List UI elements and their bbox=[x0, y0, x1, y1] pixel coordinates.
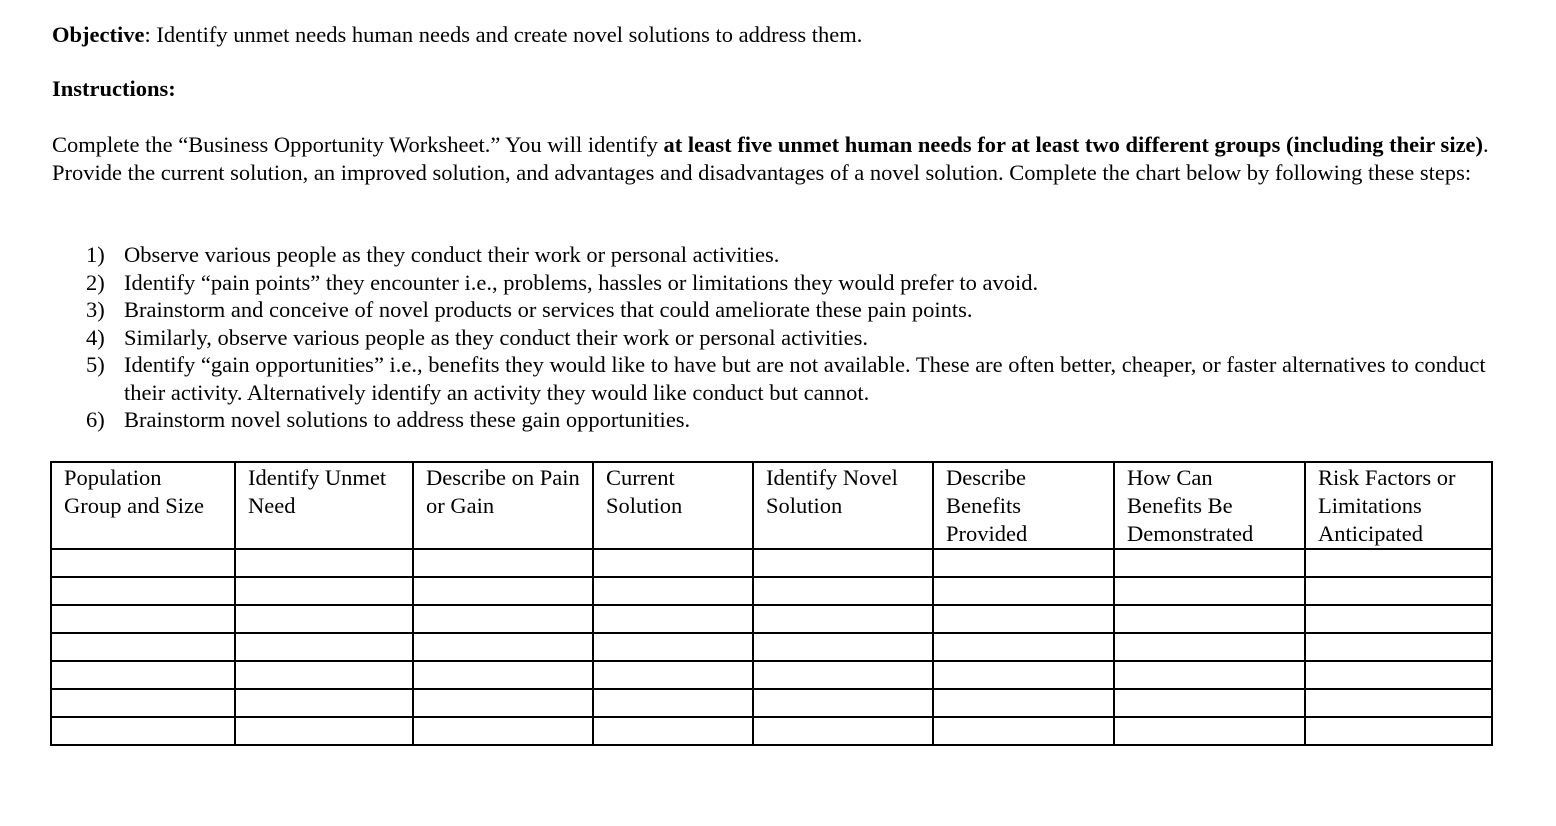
table-cell[interactable] bbox=[933, 577, 1114, 605]
table-cell[interactable] bbox=[235, 633, 413, 661]
step-text: Identify “gain opportunities” i.e., benefits they would like to have but are not available. These are often better, cheaper, or faster alternatives to conduct their activity. Alternatively identify an activity they would like conduct but cannot. bbox=[124, 352, 1486, 405]
table-cell[interactable] bbox=[1305, 633, 1492, 661]
table-cell[interactable] bbox=[235, 577, 413, 605]
step-text: Brainstorm novel solutions to address these gain opportunities. bbox=[124, 407, 691, 432]
instructions-heading: Instructions: bbox=[52, 76, 176, 101]
table-cell[interactable] bbox=[1305, 661, 1492, 689]
table-cell[interactable] bbox=[593, 717, 753, 745]
table-cell[interactable] bbox=[1305, 717, 1492, 745]
step-text: Similarly, observe various people as they conduct their work or personal activities. bbox=[124, 324, 868, 350]
table-cell[interactable] bbox=[413, 633, 593, 661]
table-cell[interactable] bbox=[1305, 605, 1492, 633]
step-number: 6) bbox=[86, 407, 105, 432]
table-cell[interactable] bbox=[753, 661, 933, 689]
table-cell[interactable] bbox=[593, 633, 753, 661]
table-row bbox=[51, 661, 1492, 689]
step-number: 5) bbox=[86, 352, 105, 377]
header-risk-factors: Risk Factors or Limitations Anticipated bbox=[1305, 462, 1492, 549]
table-body bbox=[51, 549, 1492, 745]
step-number: 2) bbox=[86, 269, 105, 295]
table-cell[interactable] bbox=[51, 689, 235, 717]
header-novel-solution: Identify Novel Solution bbox=[753, 462, 933, 549]
table-row bbox=[51, 549, 1492, 577]
table-row bbox=[51, 633, 1492, 661]
table-cell[interactable] bbox=[1305, 577, 1492, 605]
header-current-solution: Current Solution bbox=[593, 462, 753, 549]
step-item bbox=[86, 241, 1486, 269]
steps-list bbox=[86, 241, 1486, 434]
table-cell[interactable] bbox=[235, 717, 413, 745]
table-cell[interactable] bbox=[593, 605, 753, 633]
step-text: Observe various people as they conduct their work or personal activities. bbox=[124, 242, 780, 267]
table-cell[interactable] bbox=[753, 549, 933, 577]
table-cell[interactable] bbox=[413, 661, 593, 689]
header-benefits: Describe Benefits Provided bbox=[933, 462, 1114, 549]
step-number: 3) bbox=[86, 297, 105, 322]
step-item bbox=[86, 296, 1486, 324]
table-cell[interactable] bbox=[1305, 549, 1492, 577]
instructions-intro bbox=[52, 131, 1492, 187]
objective-line bbox=[52, 21, 862, 49]
table-cell[interactable] bbox=[753, 689, 933, 717]
table-cell[interactable] bbox=[51, 605, 235, 633]
table-cell[interactable] bbox=[593, 661, 753, 689]
table-cell[interactable] bbox=[51, 633, 235, 661]
table-cell[interactable] bbox=[51, 661, 235, 689]
table-cell[interactable] bbox=[753, 577, 933, 605]
table-cell[interactable] bbox=[51, 549, 235, 577]
table-cell[interactable] bbox=[933, 605, 1114, 633]
table-cell[interactable] bbox=[933, 633, 1114, 661]
table-row bbox=[51, 689, 1492, 717]
table-cell[interactable] bbox=[1114, 717, 1305, 745]
table-cell[interactable] bbox=[933, 661, 1114, 689]
table-cell[interactable] bbox=[51, 717, 235, 745]
header-pain-or-gain: Describe on Pain or Gain bbox=[413, 462, 593, 549]
table-cell[interactable] bbox=[235, 661, 413, 689]
objective-label: Objective bbox=[52, 22, 145, 47]
table-cell[interactable] bbox=[593, 577, 753, 605]
table-cell[interactable] bbox=[413, 605, 593, 633]
table-cell[interactable] bbox=[413, 549, 593, 577]
table-cell[interactable] bbox=[593, 549, 753, 577]
table-header-row bbox=[51, 462, 1492, 549]
step-number: 1) bbox=[86, 242, 105, 267]
step-number: 4) bbox=[86, 324, 105, 350]
table-cell[interactable] bbox=[933, 717, 1114, 745]
table-cell[interactable] bbox=[593, 689, 753, 717]
step-item bbox=[86, 324, 1486, 352]
table-cell[interactable] bbox=[1114, 605, 1305, 633]
step-item bbox=[86, 406, 1486, 434]
table-cell[interactable] bbox=[933, 689, 1114, 717]
intro-text-start: Complete the “Business Opportunity Worksheet.” You will identify bbox=[52, 132, 664, 157]
table-cell[interactable] bbox=[933, 549, 1114, 577]
table-cell[interactable] bbox=[1305, 689, 1492, 717]
business-opportunity-table bbox=[50, 461, 1493, 746]
table-cell[interactable] bbox=[413, 717, 593, 745]
table-cell[interactable] bbox=[753, 717, 933, 745]
table-row bbox=[51, 717, 1492, 745]
table-cell[interactable] bbox=[413, 577, 593, 605]
table-cell[interactable] bbox=[753, 633, 933, 661]
table-cell[interactable] bbox=[235, 605, 413, 633]
table-cell[interactable] bbox=[413, 689, 593, 717]
table-cell[interactable] bbox=[235, 549, 413, 577]
step-text: Brainstorm and conceive of novel products or services that could ameliorate these pain points. bbox=[124, 297, 973, 322]
table-cell[interactable] bbox=[1114, 689, 1305, 717]
step-item bbox=[86, 351, 1486, 406]
table-row bbox=[51, 577, 1492, 605]
table-cell[interactable] bbox=[51, 577, 235, 605]
intro-text-end: . Provide the current solution, an improved solution, and advantages and disadvantages of a novel solution. Complete the chart below by following these steps: bbox=[52, 132, 1489, 185]
intro-text-bold: at least five unmet human needs for at least two different groups (including their size) bbox=[663, 132, 1484, 157]
table-cell[interactable] bbox=[1114, 549, 1305, 577]
table-cell[interactable] bbox=[1114, 661, 1305, 689]
table-cell[interactable] bbox=[753, 605, 933, 633]
header-unmet-need: Identify Unmet Need bbox=[235, 462, 413, 549]
table-cell[interactable] bbox=[235, 689, 413, 717]
table-row bbox=[51, 605, 1492, 633]
objective-text: : Identify unmet needs human needs and create novel solutions to address them. bbox=[144, 22, 863, 47]
header-demonstration: How Can Benefits Be Demonstrated bbox=[1114, 462, 1305, 549]
header-population-group: Population Group and Size bbox=[51, 462, 235, 549]
table-cell[interactable] bbox=[1114, 633, 1305, 661]
table-cell[interactable] bbox=[1114, 577, 1305, 605]
step-item bbox=[86, 269, 1486, 297]
step-text: Identify “pain points” they encounter i.e., problems, hassles or limitations they would prefer to avoid. bbox=[124, 269, 1039, 295]
